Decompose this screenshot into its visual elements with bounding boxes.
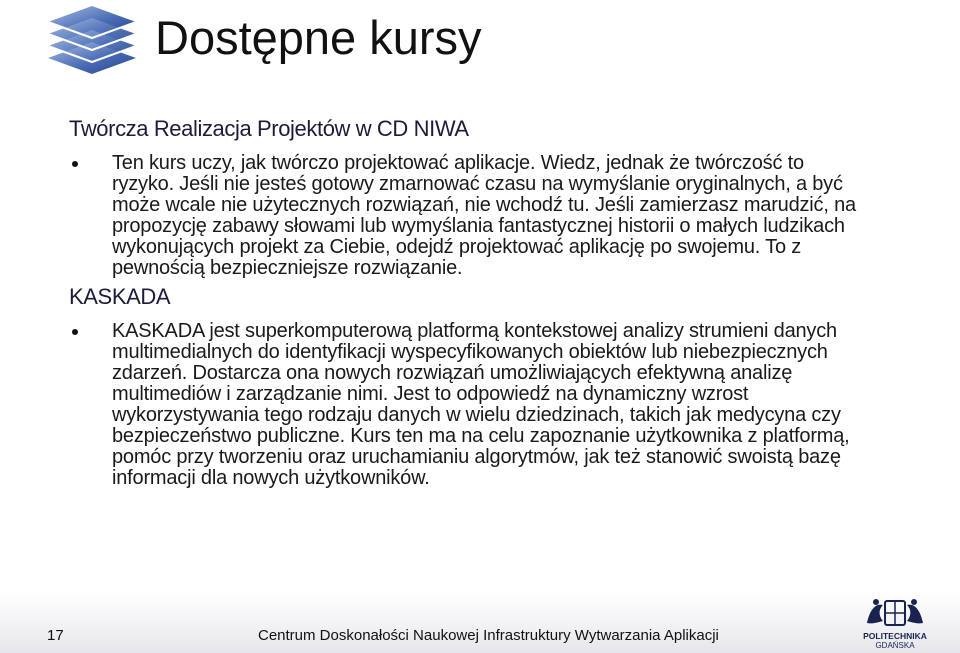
university-city: GDAŃSKA [875, 641, 915, 650]
list-item [69, 153, 869, 279]
bullet-dot-icon [72, 161, 78, 167]
bullet-dot-icon [72, 329, 78, 335]
page-title: Dostępne kursy [155, 11, 482, 64]
slide-content [69, 116, 869, 489]
bullet-text: Ten kurs uczy, jak twórczo projektować aplikacje. Wiedz, jednak że twórczość to ryzyko. Jeśli nie jesteś gotowy zmarnować czasu na wymyślanie oryginalnych, a być może wcale nie użytecznych rozwiązań, nie wchodź tu. Jeśli zamierzasz marudzić, na propozycję zabawy słowami lub wymyślania fantastycznej historii o małych ludzikach wykonujących projekt za Ciebie, odejdź projektować aplikację po swojemu. To z pewnością bezpieczniejsze rozwiązanie. [112, 152, 856, 279]
section-title-kaskada: KASKADA [69, 284, 171, 309]
stacked-layers-icon [44, 4, 140, 78]
section-title-tworcza: Twórcza Realizacja Projektów w CD NIWA [69, 116, 469, 141]
politechnika-gdanska-emblem-icon [864, 597, 926, 629]
footer-text: Centrum Doskonałości Naukowej Infrastruktury Wytwarzania Aplikacji [258, 627, 719, 644]
university-name: POLITECHNIKA [863, 631, 927, 641]
university-logo [855, 597, 935, 651]
list-item [69, 321, 869, 489]
footer [0, 591, 960, 653]
page-number: 17 [47, 627, 64, 644]
bullet-text: KASKADA jest superkomputerową platformą kontekstowej analizy strumieni danych multimedialnych do identyfikacji wyspecyfikowanych obiektów lub niebezpiecznych zdarzeń. Dostarcza ona nowych rozwiązań umożliwiających efektywną analizę multimediów i zarządzanie nimi. Jest to odpowiedź na dynamiczny wzrost wykorzystywania tego rodzaju danych w wielu dziedzinach, takich jak medycyna czy bezpieczeństwo publiczne. Kurs ten ma na celu zapoznanie użytkownika z platformą, pomóc przy tworzeniu oraz uruchamianiu algorytmów, jak też stanowić swoistą bazę informacji dla nowych użytkowników. [112, 320, 850, 489]
